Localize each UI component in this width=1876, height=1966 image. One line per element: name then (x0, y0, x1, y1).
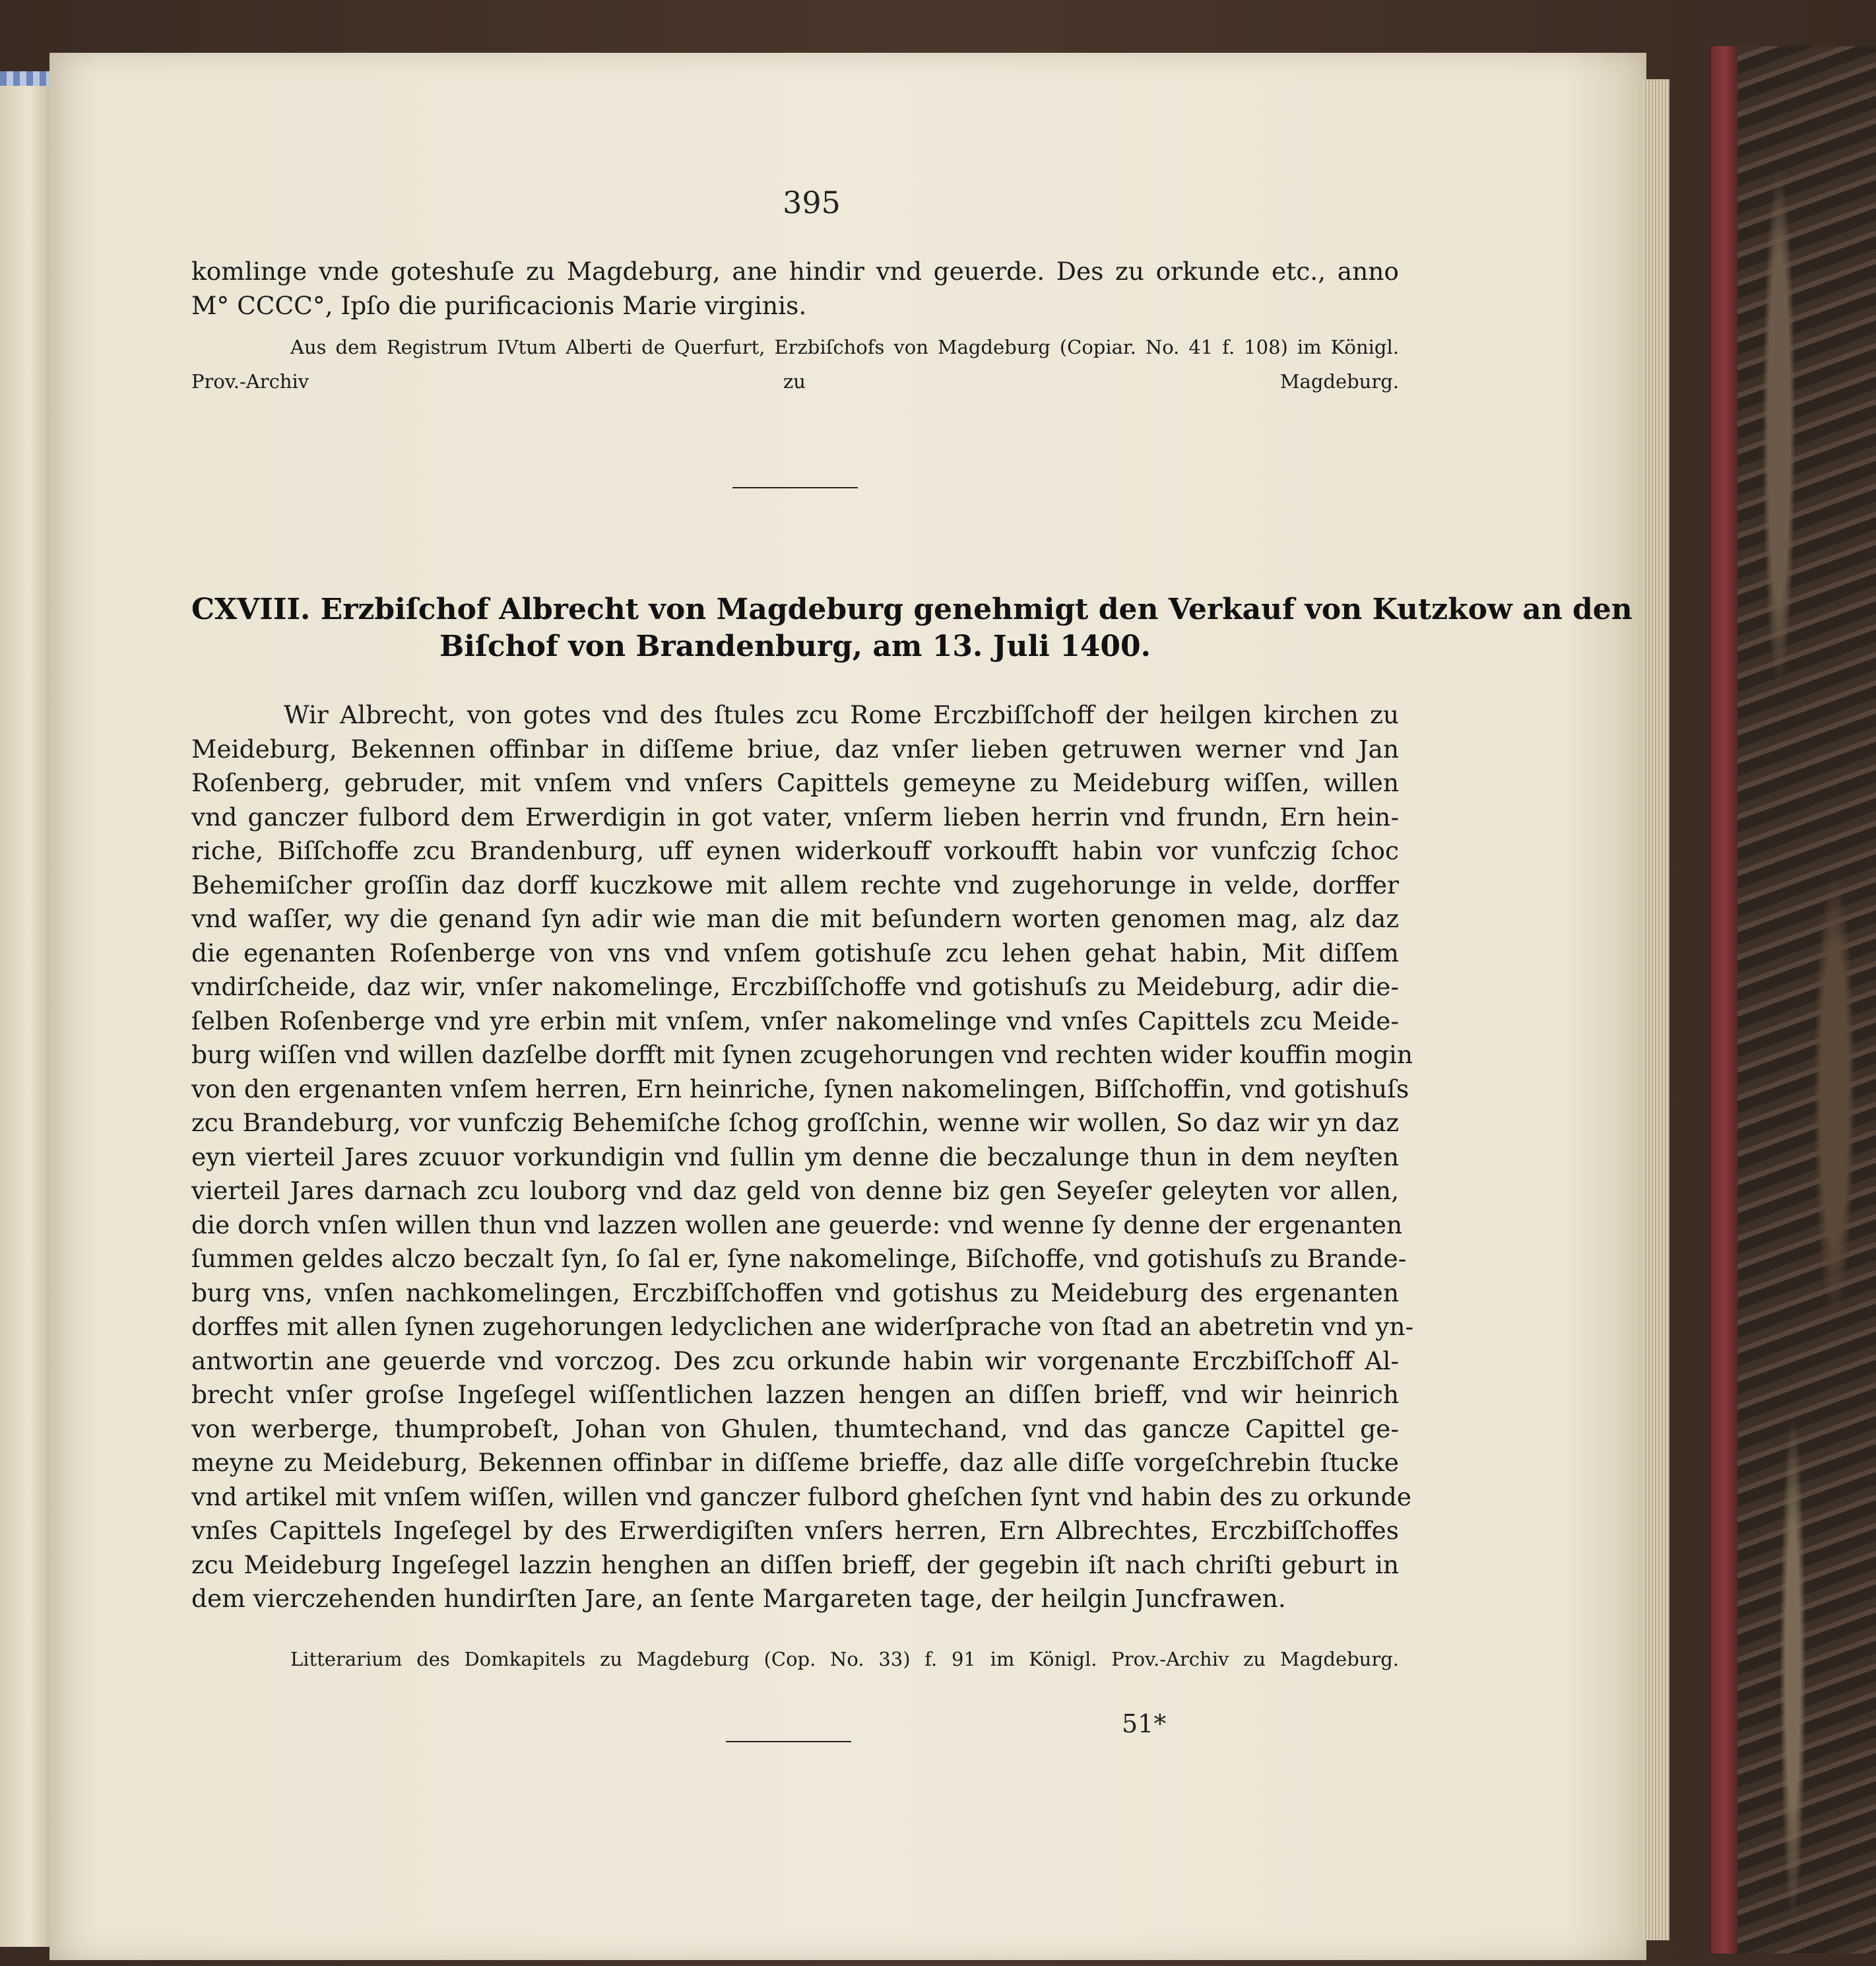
intro-line: komlinge vnde goteshuſe zu Magdeburg, ane hindir vnd geuerde. Des zu orkunde etc., anno (191, 257, 1399, 286)
body-line: vnd artikel mit vnſem wiſſen, willen vnd ganczer fulbord gheſchen ſynt vnd habin des zu orkunde (191, 1482, 1411, 1511)
body-line: brecht vnſer groſse Ingeſegel wiſſentlichen lazzen hengen an diſſen brieff, vnd wir heinrich (191, 1380, 1399, 1409)
body-line: die egenanten Roſenberge von vns vnd vnſem gotishuſe zcu lehen gehat habin, Mit diſſem (191, 938, 1399, 967)
source-line: Aus dem Registrum IVtum Alberti de Querfurt, Erzbiſchofs von Magdeburg (Copiar. No. 41 f. 108) im Königl. (290, 336, 1399, 358)
body-line: vndirſcheide, daz wir, vnſer nakomelinge, Erczbiſſchoffe vnd gotishuſs zu Meideburg, adir die- (191, 972, 1399, 1001)
source-line: Prov.-Archiv zu Magdeburg. (191, 370, 1399, 393)
document-heading (191, 591, 1633, 665)
body-line: meyne zu Meideburg, Bekennen offinbar in diſſeme brieffe, daz alle diſſe vorgeſchrebin ſtucke (191, 1448, 1399, 1477)
page-number: 395 (783, 185, 841, 220)
leather-spine-edge (1711, 46, 1737, 1953)
heading-line: Biſchof von Brandenburg, am 13. Juli 1400. (439, 630, 1151, 663)
intro-line: M° CCCC°, Ipſo die purificacionis Marie virginis. (191, 290, 807, 320)
body-line: dorffes mit allen ſynen zugehorungen ledyclichen ane widerſprache von ſtad an abetretin vnd yn- (191, 1312, 1414, 1341)
heading-line: CXVIII. Erzbiſchof Albrecht von Magdeburg genehmigt den Verkauf von Kutzkow an den (191, 593, 1633, 626)
body-line: antwortin ane geuerde vnd vorczog. Des zcu orkunde habin wir vorgenante Erczbiſſchoff Al- (191, 1346, 1399, 1375)
body-line: ſelben Roſenberge vnd yre erbin mit vnſem, vnſer nakomelinge vnd vnſes Capittels zcu Meide- (191, 1006, 1399, 1035)
source-note-top (191, 330, 1399, 399)
body-line: Wir Albrecht, von gotes vnd des ſtules zcu Rome Erczbiſſchoff der heilgen kirchen zu (284, 700, 1399, 729)
intro-paragraph (191, 255, 1399, 323)
source-line: Litterarium des Domkapitels zu Magdeburg (Cop. No. 33) f. 91 im Königl. Prov.-Archiv zu Magdeburg. (290, 1648, 1399, 1670)
body-line: eyn vierteil Jares zcuuor vorkundigin vnd ſullin ym denne die beczalunge thun in dem neyſten (191, 1142, 1399, 1171)
body-line: zcu Brandeburg, vor vunfczig Behemiſche ſchog groſſchin, wenne wir wollen, So daz wir yn daz (191, 1108, 1399, 1137)
body-line: von werberge, thumprobeſt, Johan von Ghulen, thumtechand, vnd das gancze Capittel ge- (191, 1414, 1399, 1443)
body-line: burg vns, vnſen nachkomelingen, Erczbiſſchoffen vnd gotishus zu Meideburg des ergenanten (191, 1278, 1399, 1307)
body-line: vnd ganczer fulbord dem Erwerdigin in got vater, vnſerm lieben herrin vnd frundn, Ern hein- (191, 802, 1399, 832)
separator-rule (732, 487, 858, 488)
body-line: ſummen geldes alczo beczalt ſyn, ſo ſal er, ſyne nakomelinge, Biſchoffe, vnd gotishuſs zu Brande- (191, 1244, 1407, 1273)
body-line: riche, Biſſchoffe zcu Brandenburg, uff eynen widerkouff vorkoufft habin vor vunfczig ſchoc (191, 836, 1399, 865)
body-line: die dorch vnſen willen thun vnd lazzen wollen ane geuerde: vnd wenne ſy denne der ergenanten (191, 1210, 1403, 1239)
body-line: zcu Meideburg Ingeſegel lazzin henghen an diſſen brieff, der gegebin iſt nach chriſti geburt in (191, 1550, 1399, 1579)
page-stack-edge (1643, 79, 1669, 1940)
body-line: vnſes Capittels Ingeſegel by des Erwerdigiſten vnſers herren, Ern Albrechtes, Erczbiſſchoffes (191, 1516, 1399, 1545)
body-line: burg wiſſen vnd willen dazſelbe dorfft mit ſynen zcugehorungen vnd rechten wider kouffin mogin (191, 1040, 1413, 1069)
body-line: dem vierczehenden hundirſten Jare, an ſente Margareten tage, der heilgin Juncfrawen. (191, 1584, 1286, 1613)
body-line: von den ergenanten vnſem herren, Ern heinriche, ſynen nakomelingen, Biſſchoffin, vnd gotishuſs (191, 1074, 1409, 1103)
body-line: Meideburg, Bekennen offinbar in diſſeme briue, daz vnſer lieben getruwen werner vnd Jan (191, 734, 1399, 764)
separator-rule-bottom (726, 1741, 851, 1742)
body-line: vnd waſſer, wy die genand ſyn adir wie man die mit beſundern worten genomen mag, alz daz (191, 904, 1399, 933)
left-page-edge (0, 79, 49, 1947)
source-note-bottom (191, 1642, 1399, 1676)
signature-mark: 51* (1122, 1709, 1167, 1738)
marbled-endpaper (1737, 46, 1876, 1953)
body-line: Behemiſcher groſſin daz dorff kuczkowe mit allem rechte vnd zugehorunge in velde, dorffer (191, 870, 1399, 900)
body-line: Roſenberg, gebruder, mit vnſem vnd vnſers Capittels gemeyne zu Meideburg wiſſen, willen (191, 768, 1399, 797)
charter-body (191, 698, 1414, 1616)
body-line: vierteil Jares darnach zcu louborg vnd daz geld von denne biz gen Seyeſer geleyten vor allen, (191, 1176, 1399, 1205)
